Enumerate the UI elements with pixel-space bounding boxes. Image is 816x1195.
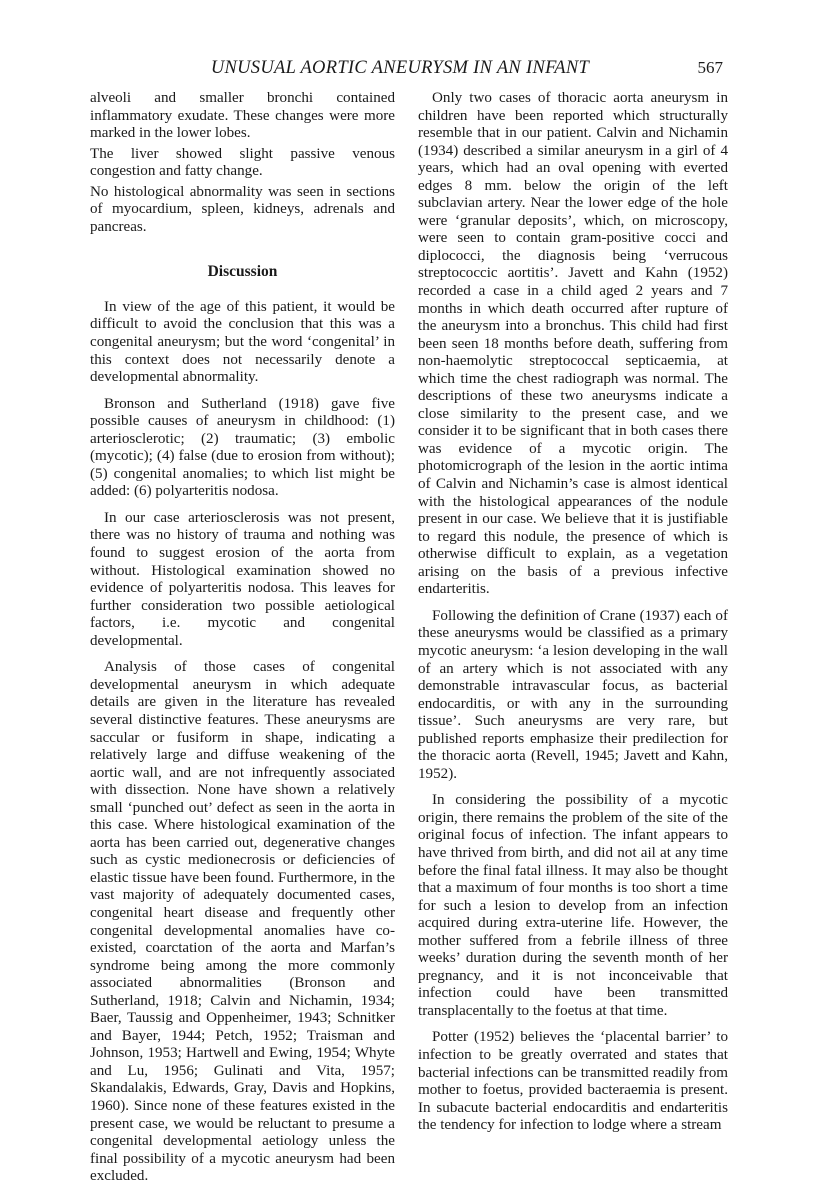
page-number: 567 (697, 58, 723, 77)
left-column (90, 90, 395, 1195)
paragraph: In considering the possibility of a mycotic origin, there remains the problem of the site of the original focus of infection. The infant appears to have thrived from birth, and did not ail at any time before the final fatal illness. It may also be thought that a maximum of four months is too short a time for such a lesion to develop from an infection acquired during extra-uterine life. However, the mother suffered from a febrile illness of three weeks’ duration during the seventh month of her pregnancy, and it is not inconceivable that infection could have been transmitted transplacentally to the foetus at that time. (418, 792, 728, 1019)
paragraph: Analysis of those cases of congenital developmental aneurysm in which adequate details are given in the literature has revealed several distinctive features. These aneurysms are saccular or fusiform in shape, indicating a relatively large and diffuse weakening of the aortic wall, and are not infrequently associated with dissection. None have shown a relatively small ‘punched out’ defect as seen in the aorta in this case. Where histological examination of the aorta has been carried out, degenerative changes such as cystic medionecrosis or deficiencies of elastic tissue have been found. Furthermore, in the vast majority of adequately documented cases, congenital heart disease and frequently other congenital developmental anomalies have co-existed, coarctation of the aorta and Marfan’s syndrome being among the more commonly associated abnormalities (Bronson and Sutherland, 1918; Calvin and Nichamin, 1934; Baer, Taussig and Oppenheimer, 1943; Schnitker and Bayer, 1944; Petch, 1952; Traisman and Johnson, 1953; Hartwell and Ewing, 1954; Whyte and Lu, 1956; Gulinati and Vita, 1957; Skandalakis, Edwards, Gray, Davis and Hopkins, 1960). Since none of these features existed in the present case, we would be reluctant to presume a congenital developmental aetiology unless the final possibility of a mycotic aneurysm had been excluded. (90, 659, 395, 1185)
paragraph: No histological abnormality was seen in sections of myocardium, spleen, kidneys, adrenals and pancreas. (90, 183, 395, 235)
paragraph: alveoli and smaller bronchi contained inflammatory exudate. These changes were more marked in the lower lobes. (90, 90, 395, 142)
right-column (418, 90, 728, 1144)
page-header (0, 58, 816, 84)
paragraph: Following the definition of Crane (1937) each of these aneurysms would be classified as a primary mycotic aneurysm: ‘a lesion developing in the wall of an artery which is not associated with any demonstrable intravascular focus, as bacterial endocarditis, or with any in the surrounding tissue’. Such aneurysms are very rare, but published reports emphasize their predilection for the thoracic aorta (Revell, 1945; Javett and Kahn, 1952). (418, 607, 728, 782)
paragraph: The liver showed slight passive venous congestion and fatty change. (90, 145, 395, 180)
section-heading: Discussion (207, 263, 278, 281)
running-title: UNUSUAL AORTIC ANEURYSM IN AN INFANT (210, 58, 590, 78)
paragraph: Only two cases of thoracic aorta aneurysm in children have been reported which structurally resemble that in our patient. Calvin and Nichamin (1934) described a similar aneurysm in a girl of 4 years, which had an oval opening with everted edges 8 mm. below the origin of the left subclavian artery. Near the lower edge of the hole were ‘granular deposits’, which, on microscopy, were seen to contain gram-positive cocci and diplococci, the diagnosis being ‘verrucous streptococcic aortitis’. Javett and Kahn (1952) recorded a case in a child aged 2 years and 7 months in which death occurred after rupture of the aneurysm into a bronchus. This child had first been seen 18 months before death, suffering from non-haemolytic streptococcal septicaemia, at which time the chest radiograph was normal. The descriptions of these two aneurysms indicate a close similarity to the present case, and we consider it to be significant that in both cases there was evidence of a mycotic origin. The photomicrograph of the lesion in the aortic intima of Calvin and Nichamin’s case is almost identical with the histological appearances of the nodule present in our case. We believe that it is justifiable to regard this nodule, the presence of which is otherwise difficult to explain, as a vegetation arising on the basis of a previous infective endarteritis. (418, 90, 728, 598)
paragraph: In view of the age of this patient, it would be difficult to avoid the conclusion that this was a congenital aneurysm; but the word ‘congenital’ in this context does not necessarily denote a developmental abnormality. (90, 298, 395, 386)
paragraph: In our case arteriosclerosis was not present, there was no history of trauma and nothing was found to suggest erosion of the aorta from without. Histological examination showed no evidence of polyarteritis nodosa. This leaves for further consideration two possible aetiological factors, i.e. mycotic and congenital developmental. (90, 509, 395, 649)
paragraph: Potter (1952) believes the ‘placental barrier’ to infection to be greatly overrated and states that bacterial infections can be transmitted readily from mother to foetus, provided bacteraemia is present. In subacute bacterial endocarditis and endarteritis the tendency for infection to lodge where a stream (418, 1029, 728, 1134)
paragraph: Bronson and Sutherland (1918) gave five possible causes of aneurysm in childhood: (1) arteriosclerotic; (2) traumatic; (3) embolic (mycotic); (4) false (due to erosion from without); (5) congenital anomalies; to which list might be added: (6) polyarteritis nodosa. (90, 395, 395, 500)
